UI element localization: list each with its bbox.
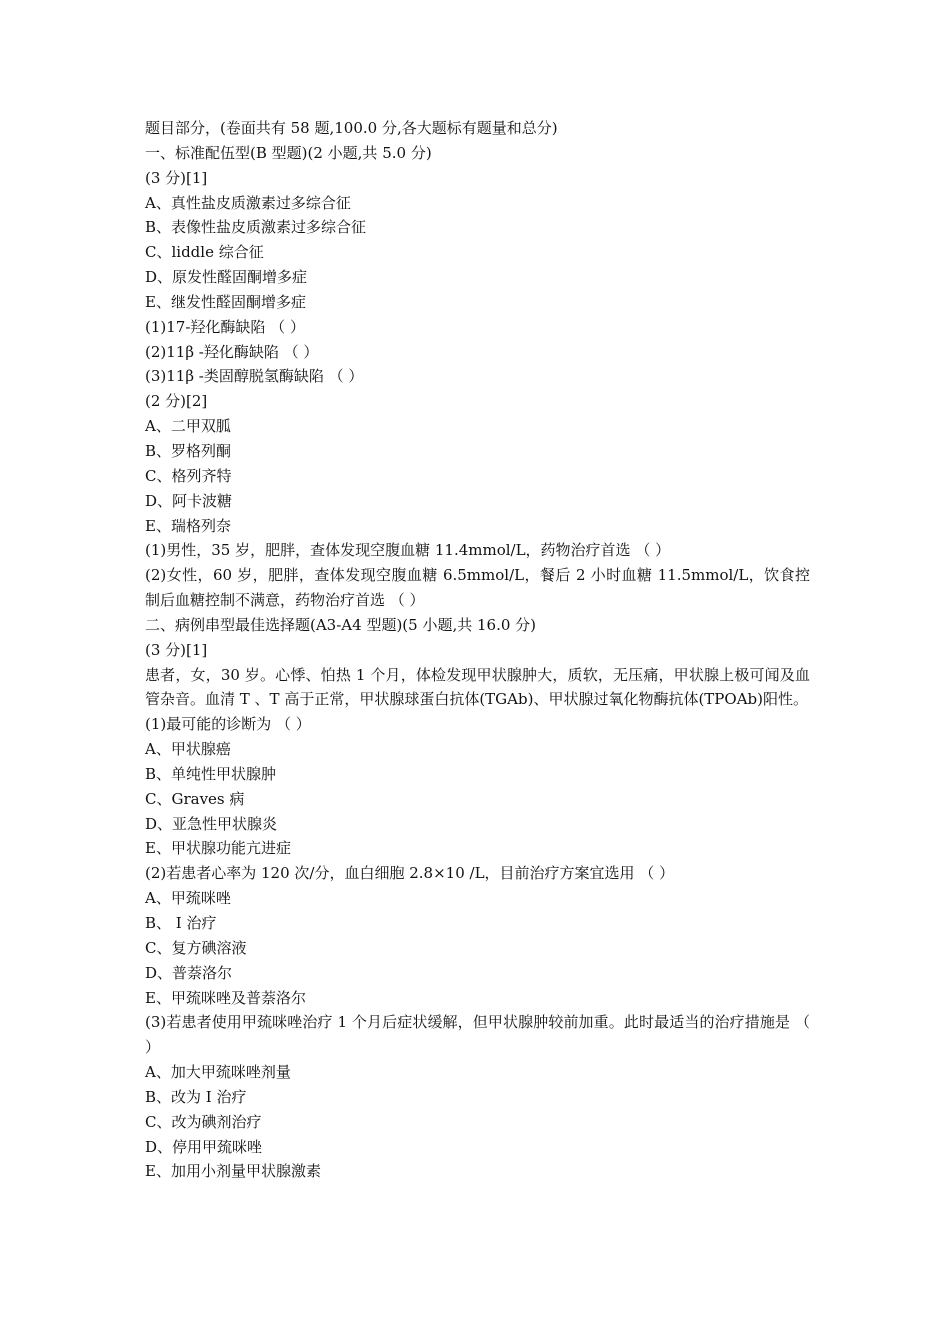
sub-question: (1)17-羟化酶缺陷 （ ） — [145, 317, 305, 336]
option-item: C、Graves 病 — [145, 789, 245, 808]
sub-question: (1)最可能的诊断为 （ ） — [145, 715, 311, 734]
question-header: (2 分)[2] — [145, 392, 208, 411]
exam-header: 题目部分，(卷面共有 58 题,100.0 分,各大题标有题量和总分) — [145, 119, 558, 137]
option-item: A、二甲双胍 — [145, 417, 231, 436]
sub-question: (3)11β -类固醇脱氢酶缺陷 （ ） — [145, 367, 364, 386]
exam-content — [145, 116, 810, 1184]
option-item: C、格列齐特 — [145, 466, 232, 485]
section-heading: 二、病例串型最佳选择题(A3-A4 型题)(5 小题,共 16.0 分) — [145, 615, 537, 634]
sub-question: (2)女性，60 岁，肥胖，查体发现空腹血糖 6.5mmol/L，餐后 2 小时血糖 11.5mmol/L，饮食控制后血糖控制不满意，药物治疗首选 （ ） — [145, 566, 810, 610]
option-item: E、继发性醛固酮增多症 — [145, 292, 306, 311]
option-item: D、普萘洛尔 — [145, 963, 233, 982]
case-description: 患者，女，30 岁。心悸、怕热 1 个月，体检发现甲状腺肿大，质软，无压痛，甲状腺上极可闻及血管杂音。血清 T 、T 高于正常，甲状腺球蛋白抗体(TGAb)、甲状腺过氧化物酶抗体(TPOAb)阳性。 — [145, 665, 810, 709]
option-item: C、改为碘剂治疗 — [145, 1112, 262, 1131]
question-header: (3 分)[1] — [145, 640, 208, 659]
sub-question: (2)11β -羟化酶缺陷 （ ） — [145, 342, 319, 361]
option-item: D、原发性醛固酮增多症 — [145, 268, 308, 287]
option-item: B、单纯性甲状腺肿 — [145, 764, 277, 783]
option-item: E、甲状腺功能亢进症 — [145, 839, 291, 858]
sub-question: (2)若患者心率为 120 次/分，血白细胞 2.8×10 /L，目前治疗方案宜选用 （ ） — [145, 864, 675, 883]
option-item: E、瑞格列奈 — [145, 516, 231, 535]
option-item: A、真性盐皮质激素过多综合征 — [145, 193, 351, 212]
option-item: A、加大甲巯咪唑剂量 — [145, 1063, 291, 1082]
option-item: C、liddle 综合征 — [145, 243, 264, 262]
option-item: D、阿卡波糖 — [145, 491, 233, 510]
sub-question: (3)若患者使用甲巯咪唑治疗 1 个月后症状缓解，但甲状腺肿较前加重。此时最适当的治疗措施是 （ ） — [145, 1013, 810, 1057]
option-item: B、罗格列酮 — [145, 441, 232, 460]
option-item: E、甲巯咪唑及普萘洛尔 — [145, 988, 306, 1007]
option-item: C、复方碘溶液 — [145, 938, 247, 957]
question-header: (3 分)[1] — [145, 168, 208, 187]
option-item: A、甲巯咪唑 — [145, 889, 231, 908]
option-item: B、表像性盐皮质激素过多综合征 — [145, 218, 367, 237]
option-item: B、改为 I 治疗 — [145, 1087, 247, 1106]
section-heading: 一、标准配伍型(B 型题)(2 小题,共 5.0 分) — [145, 143, 432, 162]
sub-question: (1)男性，35 岁，肥胖，查体发现空腹血糖 11.4mmol/L，药物治疗首选 （ ） — [145, 541, 671, 560]
option-item: D、亚急性甲状腺炎 — [145, 814, 278, 833]
option-item: A、甲状腺癌 — [145, 740, 231, 759]
option-item: B、 I 治疗 — [145, 914, 217, 932]
option-item: D、停用甲巯咪唑 — [145, 1137, 263, 1156]
option-item: E、加用小剂量甲状腺激素 — [145, 1162, 321, 1181]
